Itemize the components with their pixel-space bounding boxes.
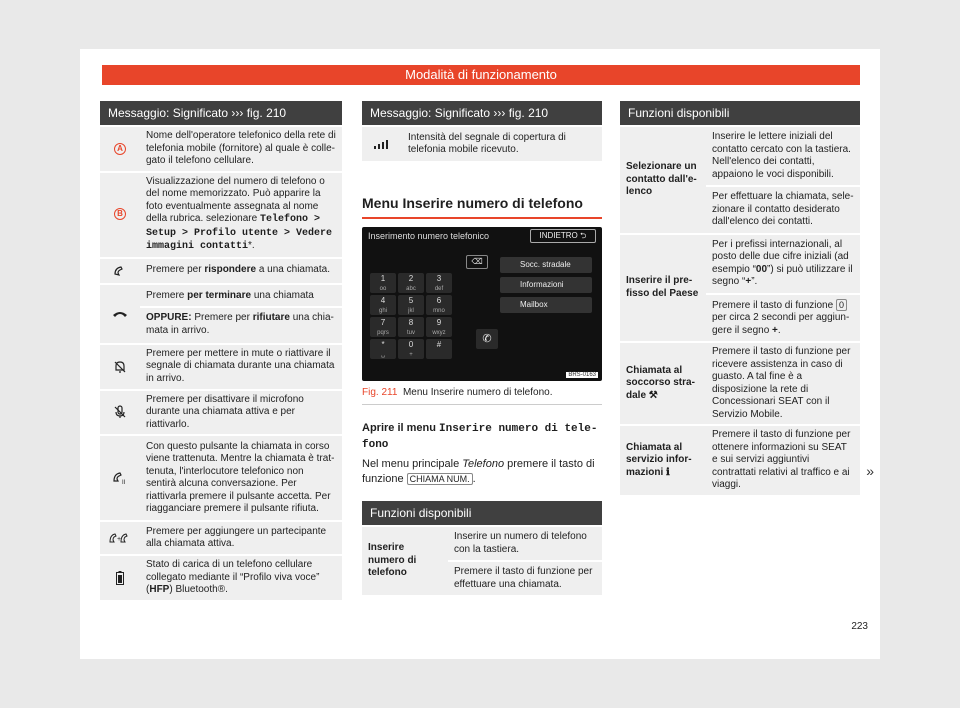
row-label: Chiamata al servizio informazioni ℹ: [620, 426, 706, 495]
screen-title: Inserimento numero telefonico: [368, 231, 490, 241]
table-row: [362, 127, 602, 161]
key-6: 6 mno: [426, 295, 452, 315]
functions-table: [620, 125, 860, 497]
table-row: [620, 343, 860, 424]
row-text: Premere per terminare una chiamata OPPURE: Premere per rifiutare una chiamata in arrivo.: [140, 285, 342, 343]
row-text: Visualizzazione del numero di telefono o del nome memorizzato. Può apparire la foto eventualmente assegnata al nome della rubrica. selezionare Telefono > Setup > Profilo utente > Vedere immagini contatti*.: [140, 173, 342, 257]
screen-button-roadside: Socc. stradale: [500, 257, 592, 273]
table-heading: Funzioni disponibili: [362, 501, 602, 525]
svg-text:+: +: [117, 536, 122, 543]
svg-text:II: II: [122, 480, 126, 485]
back-arrow-icon: ⮌: [580, 231, 587, 240]
row-text: Premere il tasto di funzione per ricevere assistenza in caso di guasto. A tal fine è a disposizione la rete di Concessionari SEAT con il Servizio Mobile.: [706, 343, 860, 424]
functions-table: [362, 525, 602, 597]
table-row: [100, 173, 342, 257]
info-icon: ℹ: [666, 466, 670, 478]
key-4: 4 ghi: [370, 295, 396, 315]
menu-path: Telefono > Setup > Profilo utente > Vedere immagini contatti: [146, 214, 333, 252]
message-table: [362, 125, 602, 163]
continue-chevron-icon: »: [866, 463, 874, 479]
table-row: [620, 426, 860, 495]
message-table: [100, 125, 342, 602]
screen-button-mailbox: Mailbox: [500, 297, 592, 313]
table-row: [100, 556, 342, 600]
letter-a-icon: A: [114, 143, 126, 155]
row-text: Stato di carica di un telefono cellulare collegato mediante il “Profilo viva voce” (HFP) Bluetooth®.: [140, 556, 342, 600]
row-text: Con questo pulsante la chiamata in corso viene trattenuta. Mentre la chiamata è trattenuta, l'interlocutore telefonico non sentirà alcuna conversazione. Per riattivarla premere il pulsante accetta. Per riagganciare premere il pulsante rifiuta.: [140, 436, 342, 520]
page-number: 223: [851, 621, 868, 632]
delete-key-icon: ⌫: [466, 255, 488, 269]
row-text: Nome dell'operatore telefonico della rete di telefonia mobile (fornitore) al quale è collegato il telefono cellulare.: [140, 127, 342, 171]
roadside-assistance-icon: ⚒: [648, 389, 658, 401]
body-text: Nel menu principale Telefono premere il tasto di funzione CHIAMA NUM. .: [362, 458, 595, 485]
section-title: Menu Inserire numero di telefono: [362, 185, 602, 219]
figure-code: BRS-0163: [568, 372, 596, 378]
key-0-label: 0: [836, 299, 847, 311]
table-row: [100, 259, 342, 283]
bell-mute-icon: [100, 360, 140, 374]
call-key-icon: ✆: [476, 329, 498, 349]
key-1: 1 oo: [370, 273, 396, 293]
key-3: 3 def: [426, 273, 452, 293]
figure-caption: Fig. 211 Menu Inserire numero di telefono.: [362, 387, 602, 405]
table-row: [100, 285, 342, 343]
row-text: Premere il tasto di funzione per ottenere informazioni su SEAT e sui servizi aggiuntivi contrattati relativi al traffico e ai viaggi.: [706, 426, 860, 495]
key-8: 8 tuv: [398, 317, 424, 337]
table-row: [100, 522, 342, 554]
table-heading: Funzioni disponibili: [620, 101, 860, 125]
row-text: Per i prefissi internazionali, al posto delle due cifre iniziali (ad esempio “00”) si può utilizzare il segno “+”. Premere il tasto di funzione 0 per circa 2 secondi per aggiungere il segno +.: [706, 235, 860, 342]
key-2: 2 abc: [398, 273, 424, 293]
conference-call-icon: [100, 532, 140, 544]
key-0: 0 +: [398, 339, 424, 359]
row-label: Chiamata al soccorso stradale ⚒: [620, 343, 706, 424]
battery-icon: [100, 571, 140, 585]
phone-answer-icon: [100, 266, 140, 276]
table-row: [620, 127, 860, 233]
table-row: [620, 235, 860, 342]
key-hash: #: [426, 339, 452, 359]
key-star: * ␣: [370, 339, 396, 359]
row-label: Inserire il prefisso del Paese: [620, 235, 706, 342]
table-row: [100, 391, 342, 435]
table-heading: Messaggio: Significato ››› fig. 210: [362, 101, 602, 125]
column-right: [620, 101, 860, 497]
function-key-label: CHIAMA NUM.: [407, 473, 473, 485]
microphone-mute-icon: [100, 405, 140, 419]
row-text: Premere per aggiungere un partecipante alla chiamata attiva.: [140, 522, 342, 554]
infotainment-screen-image: [362, 227, 602, 381]
table-heading: Messaggio: Significato ››› fig. 210: [100, 101, 342, 125]
row-text: Premere per mettere in mute o riattivare il segnale di chiamata durante una chiamata in arrivo.: [140, 345, 342, 389]
key-5: 5 jkl: [398, 295, 424, 315]
row-text: Premere per rispondere a una chiamata.: [140, 259, 342, 283]
row-text: Inserire le lettere iniziali del contatto cercato con la tastiera. Nell'elenco dei contatti, appaiono le voci disponibili. Per effettuare la chiamata, selezionare il contatto desiderato dall'elenco dei contatti.: [706, 127, 860, 233]
key-9: 9 wxyz: [426, 317, 452, 337]
signal-strength-icon: [362, 139, 402, 149]
manual-page: [80, 49, 880, 659]
subheading: Aprire il menu Inserire numero di telefono: [362, 422, 598, 451]
table-row: [362, 527, 602, 595]
column-left: [100, 101, 342, 602]
row-label: Selezionare un contatto dall'elenco: [620, 127, 706, 233]
row-label: Inserire numero di telefono: [362, 527, 448, 595]
row-text: Inserire un numero di telefono con la tastiera. Premere il tasto di funzione per effettuare una chiamata.: [448, 527, 602, 595]
table-row: [100, 345, 342, 389]
row-text: Premere per disattivare il microfono durante una chiamata attiva e per riattivarlo.: [140, 391, 342, 435]
letter-b-icon: B: [114, 208, 126, 220]
phone-hold-icon: [100, 471, 140, 485]
screen-button-info: Informazioni: [500, 277, 592, 293]
row-text: Intensità del segnale di copertura di telefonia mobile ricevuto.: [402, 127, 602, 161]
key-7: 7 pqrs: [370, 317, 396, 337]
table-row: [100, 127, 342, 171]
page-header: Modalità di funzionamento: [102, 65, 860, 85]
phone-hangup-icon: [100, 310, 140, 318]
table-row: [100, 436, 342, 520]
screen-back-button: INDIETRO ⮌: [530, 229, 596, 243]
column-middle: [362, 101, 602, 597]
